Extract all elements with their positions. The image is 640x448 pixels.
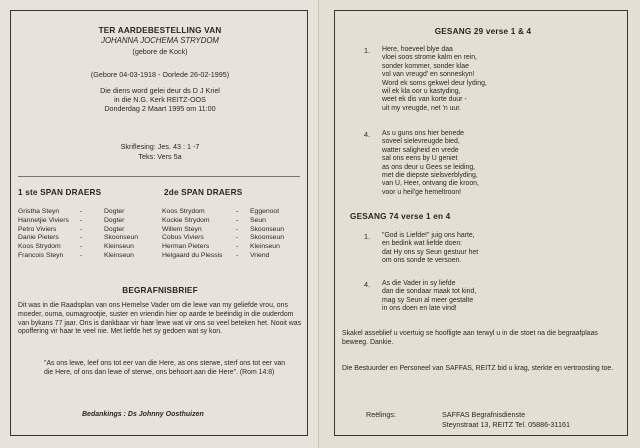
letter-body: Dit was in die Raadsplan van ons Hemelse Vader om die lewe van my geliefde vrou, ons moeder, ouma, oumagrootjie, suster en vriendin hier op aarde te beëindig in die ouderdom van bykans 77 jaar. Ons is dankbaar vir haar lewe wat vir ons so veel beteken het. Nooit was opoffering vir haar te veel nie. Met liefde het sy gedoen wat sy kon. [18,302,302,336]
hymn-2-title: GESANG 74 verse 1 en 4 [350,212,451,221]
sermon-text: Teks: Vers 5a [138,152,182,161]
arrangements-name: SAFFAS Begrafnisdienste [442,410,526,419]
hymn-1-verse-1: Here, hoeveel blye daa vloei soos strome kalm en rein, sonder kommer, sonder klae vol van vreugd' en sonneskyn! Word ek soms gekwel deur lyding, wil ek kla oor u kastyding, weet ek dis van korte duur - uit my vreugde, net 'n uur. [382,46,487,112]
hymn-1-verse-1-number: 1. [364,46,370,55]
bearer-relation: Dogter [104,225,125,233]
bearers-1-relations [104,208,138,261]
hymn-2-verse-1-number: 1. [364,232,370,241]
divider [18,176,300,177]
bearer-relation: Kleinseun [104,251,134,259]
bearers-heading-1: 1 ste SPAN DRAERS [18,188,102,197]
hymn-2-verse-4: As die Vader in sy liefde dan die sondaar maak tot kind, mag sy Seun al meer gestalte in ons doen en late vind! [382,280,477,313]
life-dates: (Gebore 04-03-1918 - Oorlede 26-02-1995) [90,70,230,79]
bearers-1-names [18,208,69,261]
bearer-name: Kockie Strydom [162,216,210,224]
title: TER AARDEBESTELLING VAN [98,26,222,35]
bearer-name: Cobus Viviers [162,234,204,242]
scripture-quote: "As ons lewe, leef ons tot eer van die Here, as ons sterwe, sterf ons tot eer van die Here, of ons dan lewe of sterwe, ons behoort aan die Here". (Rom 14:8) [44,360,286,376]
bearer-name: Herman Pieters [162,243,210,251]
bearer-name: Hannetjie Viviers [18,216,69,224]
bearer-name: Petro Viviers [18,225,57,233]
right-page [320,0,640,448]
hymn-2-verse-4-number: 4. [364,280,370,289]
scripture-reading: Skriflesing: Jes. 43 : 1 -7 [120,142,200,151]
bearer-relation: Skoonseun [104,234,139,242]
bearer-name: Francois Steyn [18,251,64,259]
bearer-relation: Seun [250,216,266,224]
arrangements-address: Steynstraat 13, REITZ Tel. 05886-31161 [442,420,570,429]
service-line-3: Donderdag 2 Maart 1995 om 11:00 [104,104,216,113]
bearer-relation: Vriend [250,251,270,259]
headlights-note: Skakel asseblief u voertuig se hoofligte aan terwyl u in die stoet na die begraafplaas beweeg. Dankie. [342,330,598,346]
bearers-2-names [162,208,222,261]
bearer-relation: Kleinseun [250,243,280,251]
hymn-1-verse-4-number: 4. [364,130,370,139]
service-line-2: in die N.G. Kerk REITZ-OOS [114,95,206,104]
thanks: Bedankings : Ds Johnny Oosthuizen [82,411,204,418]
birth-name: (gebore de Kock) [132,47,188,56]
bearers-heading-2: 2de SPAN DRAERS [164,188,243,197]
bearer-relation: Skoonseun [250,234,285,242]
bearers-2-dashes: - - - - - - [236,208,239,259]
bearer-relation: Kleinseun [104,243,134,251]
letter-heading: BEGRAFNISBRIEF [122,286,198,295]
service-line-1: Die diens word gelei deur ds D J Kriel [100,86,220,95]
bearers-2-relations [250,208,284,261]
deceased-name: JOHANNA JOCHEMA STRYDOM [101,36,219,45]
bearer-name: Koos Strydom [18,243,61,251]
bearer-name: Helgaard du Plessis [162,251,223,259]
bearer-name: Koos Strydom [162,208,205,215]
management-message: Die Bestuurder en Personeel van SAFFAS, REITZ bid u krag, sterkte en vertroosting toe. [342,365,614,372]
hymn-1-verse-4: As u guns ons hier benede soveel sielevreugde bied, watter saligheid en vrede sal ons eens by U geniet as ons deur u Gees se leiding, met die diepste sielsverblyding, van U, Heer, ontvang die kroon, voor u heil'ge hemeltroon! [382,130,479,196]
bearers-1-dashes: - - - - - - [80,208,83,259]
bearer-name: Gristha Steyn [18,208,60,215]
bearer-relation: Eggenoot [250,208,280,215]
bearer-relation: Skoonseun [250,225,285,233]
bearer-name: Willem Steyn [162,225,202,233]
arrangements-label: Reëlings: [366,410,396,419]
hymn-2-verse-1: "God is Liefde!" juig ons harte, en bedink wat liefde doen: dat Hy ons sy Seun gestuur het om ons sonde te versoen. [382,232,479,265]
bearer-relation: Dogter [104,208,125,215]
bearer-name: Danie Pieters [18,234,59,242]
hymn-1-title: GESANG 29 verse 1 & 4 [434,27,532,36]
bearer-relation: Dogter [104,216,125,224]
